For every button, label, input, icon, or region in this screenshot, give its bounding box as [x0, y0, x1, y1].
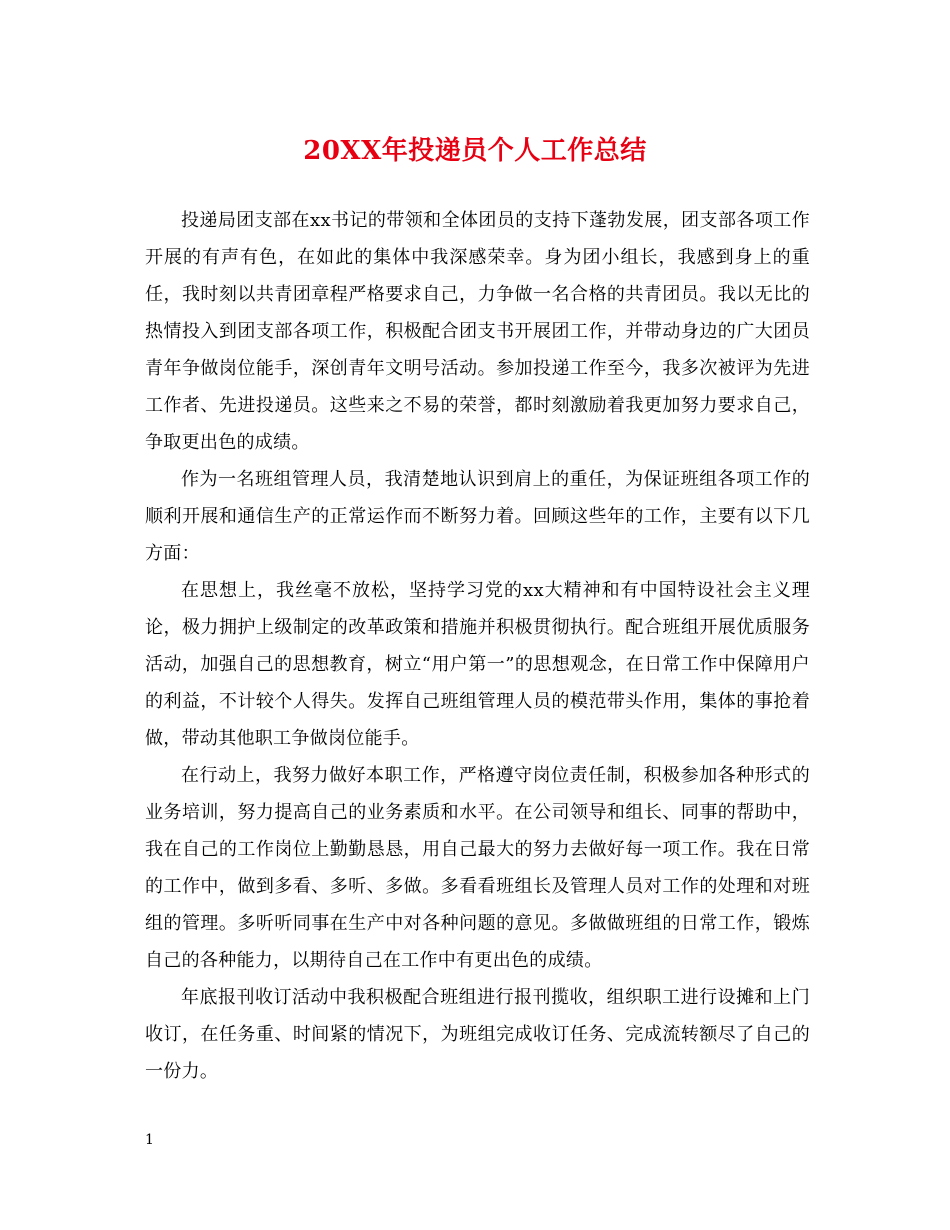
- paragraph: 在行动上，我努力做好本职工作，严格遵守岗位责任制，积极参加各种形式的业务培训，努力提高自己的业务素质和水平。在公司领导和组长、同事的帮助中，我在自己的工作岗位上勤勤恳恳，用自己最大的努力去做好每一项工作。我在日常的工作中，做到多看、多听、多做。多看看班组长及管理人员对工作的处理和对班组的管理。多听听同事在生产中对各种问题的意见。多做做班组的日常工作，锻炼自己的各种能力，以期待自己在工作中有更出色的成绩。: [145, 765, 810, 971]
- document-body: [145, 202, 810, 1090]
- paragraph: 投递局团支部在xx书记的带领和全体团员的支持下蓬勃发展，团支部各项工作开展的有声有色，在如此的集体中我深感荣幸。身为团小组长，我感到身上的重任，我时刻以共青团章程严格要求自己，力争做一名合格的共青团员。我以无比的热情投入到团支部各项工作，积极配合团支书开展团工作，并带动身边的广大团员青年争做岗位能手，深创青年文明号活动。参加投递工作至今，我多次被评为先进工作者、先进投递员。这些来之不易的荣誉，都时刻激励着我更加努力要求自己，争取更出色的成绩。: [145, 210, 810, 453]
- paragraph: 作为一名班组管理人员，我清楚地认识到肩上的重任，为保证班组各项工作的顺利开展和通信生产的正常运作而不断努力着。回顾这些年的工作，主要有以下几方面：: [145, 469, 810, 564]
- paragraph: 年底报刊收订活动中我积极配合班组进行报刊揽收，组织职工进行设摊和上门收订，在任务重、时间紧的情况下，为班组完成收订任务、完成流转额尽了自己的一份力。: [145, 987, 810, 1082]
- document-title: 20XX年投递员个人工作总结: [303, 136, 647, 166]
- page-number: 1: [145, 1132, 154, 1148]
- paragraph: 在思想上，我丝毫不放松，坚持学习党的xx大精神和有中国特设社会主义理论，极力拥护上级制定的改革政策和措施并积极贯彻执行。配合班组开展优质服务活动，加强自己的思想教育，树立“用户第一”的思想观念，在日常工作中保障用户的利益，不计较个人得失。发挥自己班组管理人员的模范带头作用，集体的事抢着做，带动其他职工争做岗位能手。: [145, 580, 810, 749]
